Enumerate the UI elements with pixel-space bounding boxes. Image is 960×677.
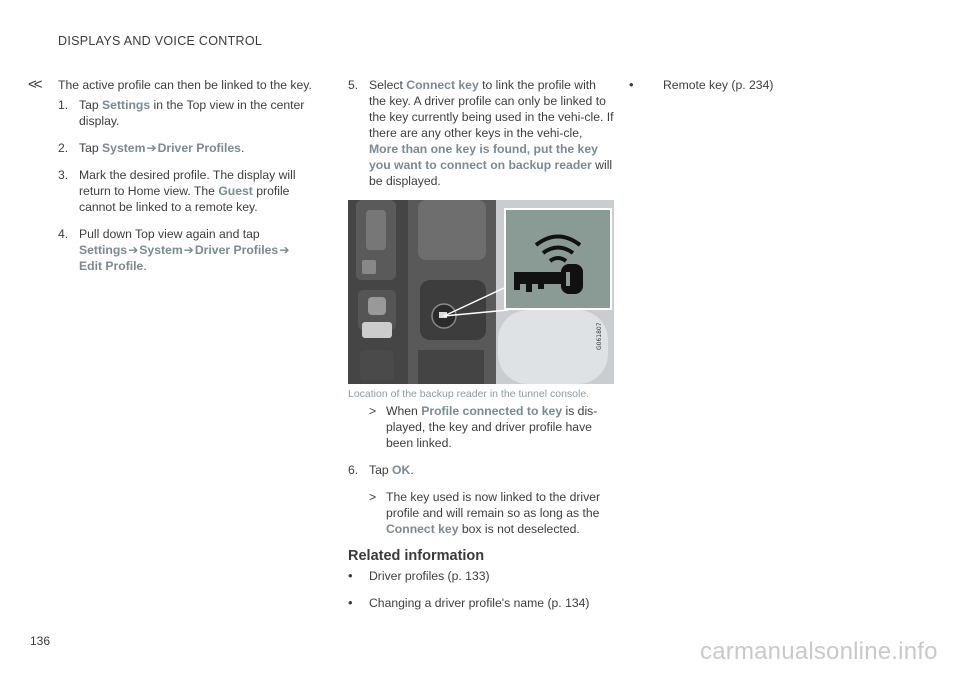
step-4 <box>58 226 324 274</box>
backup-reader-figure <box>348 200 614 384</box>
related-link-text[interactable]: Remote key (p. 234) <box>663 78 774 92</box>
system-label: System <box>139 243 183 257</box>
result-1 <box>348 403 614 451</box>
step-text: . <box>410 463 414 477</box>
step-number: 4. <box>58 227 69 241</box>
edit-profile-label: Edit Profile <box>79 259 144 273</box>
result-text: is dis-played, the key and driver profile have been linked. <box>386 404 598 450</box>
connect-key-label: Connect key <box>386 522 459 536</box>
connect-key-label: Connect key <box>406 78 479 92</box>
ok-label: OK <box>392 463 411 477</box>
step-text: . <box>240 141 245 155</box>
arrow-right-icon: ➔ <box>146 141 157 155</box>
step-text: Tap <box>369 463 393 477</box>
driver-profiles-label: Driver Profiles <box>157 141 241 155</box>
bullet-icon: • <box>629 77 634 92</box>
guest-label: Guest <box>218 184 253 198</box>
related-link[interactable] <box>348 595 614 611</box>
result-2 <box>348 489 614 537</box>
result-marker: > <box>369 404 377 418</box>
system-label: System <box>102 141 146 155</box>
step-5 <box>348 77 614 189</box>
step-text: in the Top view in the center display. <box>79 98 305 128</box>
bullet-icon: • <box>348 595 353 610</box>
step-number: 2. <box>58 141 69 155</box>
figure-caption: Location of the backup reader in the tunnel console. <box>348 388 590 400</box>
more-than-one-key-message: More than one key is found, put the key you want to connect on backup reader <box>369 142 598 172</box>
related-link-text[interactable]: Driver profiles (p. 133) <box>369 569 490 583</box>
result-text: When <box>386 404 422 418</box>
step-text: profile cannot be linked to a remote key. <box>79 184 290 214</box>
column-3 <box>627 77 927 104</box>
step-number: 5. <box>348 78 359 92</box>
arrow-right-icon: ➔ <box>279 243 290 257</box>
arrow-right-icon: ➔ <box>128 243 139 257</box>
step-text: Tap <box>79 141 103 155</box>
tunnel-console-illustration <box>348 200 614 384</box>
step-number: 3. <box>58 168 69 182</box>
profile-connected-message: Profile connected to key <box>421 404 563 418</box>
bullet-icon: • <box>348 568 353 583</box>
page-header: DISPLAYS AND VOICE CONTROL <box>58 34 263 48</box>
step-text: Select <box>369 78 407 92</box>
step-6 <box>348 462 614 478</box>
related-link[interactable] <box>348 568 614 584</box>
related-link-text[interactable]: Changing a driver profile's name (p. 134) <box>369 596 590 610</box>
driver-profiles-label: Driver Profiles <box>194 243 279 257</box>
step-3 <box>58 167 324 215</box>
step-text: will be displayed. <box>369 158 613 188</box>
step-1 <box>58 97 324 129</box>
step-text: Pull down Top view again and tap <box>79 227 260 241</box>
step-2 <box>58 140 324 156</box>
intro-text: The active profile can then be linked to the key. <box>58 78 312 92</box>
related-link[interactable] <box>627 77 927 93</box>
step-number: 6. <box>348 463 359 477</box>
step-text: Tap <box>79 98 103 112</box>
arrow-right-icon: ➔ <box>183 243 194 257</box>
step-number: 1. <box>58 98 69 112</box>
step-text: . <box>143 259 147 273</box>
watermark: carmanualsonline.info <box>700 638 938 665</box>
column-1 <box>58 77 324 285</box>
result-marker: > <box>369 490 377 504</box>
related-information-heading: Related information <box>348 548 485 564</box>
page-number: 136 <box>30 634 51 648</box>
figure-code: G061807 <box>596 322 603 350</box>
back-navigation-mark: << <box>28 76 40 93</box>
settings-label: Settings <box>79 243 128 257</box>
result-text: box is not deselected. <box>458 522 580 536</box>
step-text: to link the profile with the key. A driver profile can only be linked to the key currently being used in the vehi-cle. If there are any other keys in the vehi-cle, <box>369 78 614 140</box>
result-text: The key used is now linked to the driver profile and will remain so as long as the <box>386 490 601 520</box>
step-text: Mark the desired profile. The display will return to Home view. The <box>79 168 296 198</box>
settings-label: Settings <box>102 98 151 112</box>
column-2 <box>348 77 614 622</box>
